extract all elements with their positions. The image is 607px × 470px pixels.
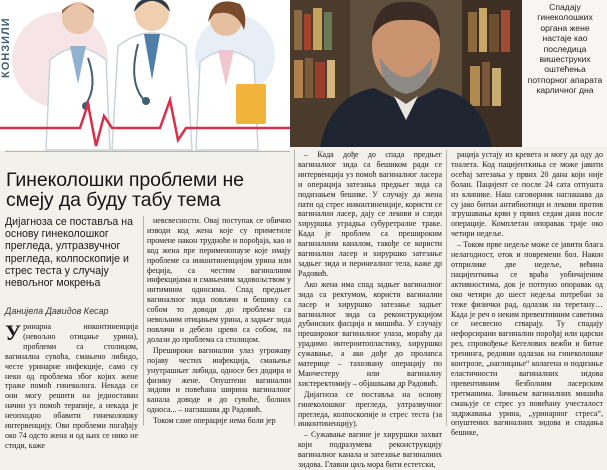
article-column-2 <box>147 216 291 426</box>
doctor-portrait-photo <box>290 0 522 147</box>
article-lede: Дијагноза се поставља на основу гинеколошког прегледа, ултразвучног прегледа, колпоскопије и стрес теста у случају невољног мокрења <box>5 216 134 290</box>
photo-caption-text: Спадају гинеколошких органа жене настаје као последица вишеструких оштећења потпорног апарата карличног дна <box>527 2 603 96</box>
article-headline: Гинеколошки проблеми не смеју да буду табу тема <box>6 169 244 211</box>
paragraph: Ако жена има спад задњег вагиналног зида са ректумом, користи вагинални ласер и хируршко затезање задњег вагиналног зида са реконструкцијом дубинских фасција и мишића. У случају прешироког вагиналног улаза, мораћу да урадимо интероитопластику, хируршко сужавање, а ако дође до пролапса материце – тахозвану операцију по Манчестеру или вагиналну хистеректомију – објашњава др Радовић. <box>298 279 442 388</box>
paragraph: рација устају из кревета и могу да оду до тоалета. Код пацијенткиња се може јавити осећај затезања у првих 20 дана који није болан. Пацијент се после 24 сата отпушта из клинике. Наш саговорник наглашава да су јако битни антибиотици и лекови против згрушавања крви у првих седам дана после операције. Комплетан опоравак траје око четири недеље. <box>451 150 603 239</box>
paragraph: Прешироки вагинални улаз угрожаву појаву честих инфекција, смањење унутрашњег либида, односе без додира и физику жене. Опуштени вагинални зидови и повећана ширина вагиналног канала доводе и до сувоће, болних односа... – наглашава др Радовић. <box>147 345 291 415</box>
paragraph: – Када дође до спада предњег вагиналног зида са бешиком ради се интервенција уз помоћ вагиналног ласера и операција затезања предњег зида са подизањем бешике. У случају да жена пати од стрес инконтиненције, користи се вагинални ласер, дају се лекови и следи хируршка уградња субуретралне траке. Када је проблем са прешироким вагиналним каналом, такође се користи вагинални ласер и хируршко затезање задњег зида и перинеалног тела, каже др Радовић. <box>298 150 442 278</box>
folder-icon <box>236 84 266 124</box>
paragraph: Дијагноза се поставља на основу гинеколошког прегледа, ултразвучног прегледа, колпоскопије и стрес теста (за инконтиненцију). <box>298 389 442 429</box>
column-divider <box>446 150 447 426</box>
article-byline: Данијела Давидов Кесар <box>5 306 109 316</box>
drop-cap: У <box>5 320 22 345</box>
paragraph: ринарна инконтиненција (невољно отицање урина), проблеми са столицом, вагинална сувоћа, смањено либидо, честе уринарне инфекције, само су неки од проблема због којих жене траже помоћ гинеколога. Некада се они могу решити на једноставан начин уз помоћ терапије, а некада је неопходно обавити гинеколошку интервенцију. Ови проблеми погађају око 74 одсто жена и од њих се нико не стиди, каже <box>5 322 138 450</box>
paragraph: невсвесности. Овај поступак се обично изводи код жена које су приметиле промене након трудноће и порођаја, као и код жена пре перименопаузе које имају проблеме са инконтиненцијом урина или феција, са честим вагиналним инфекцијама и смањеним задовољством у интимним односима. Спад предњег вагиналног зида повлачи и бешику са собом то доводи до проблема са невољним отицањем урина, а задњег зида повлачи и дебело црево са собом, па долази до проблема са столицом. <box>147 216 291 344</box>
paragraph: – Током прве недеље може се јавити блага нелагодност, оток и повремени бол. Након отприлике две недеље, већина пацијенткиња се враћа уобичајеним активностима, док је потпуно опоравак од око четири до шест недеља потребан за теже физички рад, одлазак на теретану… Када је реч о неким превентивним саветима се несвесно стварају. Ту спадају нефорсирани вагинални порођај или царски рез, спровођење Кегелових вежби и битне тренинга, редовни одлазак на гинеколошке контроле, „наглицање“ колагена и подизање еластичности вагиналних зидова превентивним безболним ласерским третманима. Зачињем вагиналних мишића смањује се стрес уз повећану учесталост задржавања урина, „уринарног стреса“, опуштених вагиналних зидова и спадања бешике, <box>451 240 603 438</box>
paragraph: Током саме операције нема боли јер <box>153 416 276 426</box>
article-column-3 <box>298 150 442 470</box>
column-divider <box>143 216 144 426</box>
article-column-4 <box>451 150 603 438</box>
doctors-with-ecg-icon <box>0 0 290 150</box>
paragraph: – Сужавање вагине је хируршки захват који подразумева реконструкцију вагиналног канала и затезање вагиналних зидова. Главни циљ мора бити естетски, <box>298 430 442 470</box>
column-divider <box>294 150 295 426</box>
medical-team-illustration <box>0 0 290 150</box>
section-label: КОНЗИЛИ <box>0 17 12 78</box>
photo-caption <box>522 0 607 147</box>
article-column-1 <box>5 320 138 450</box>
divider <box>5 151 290 152</box>
portrait-photo-icon <box>290 0 522 147</box>
